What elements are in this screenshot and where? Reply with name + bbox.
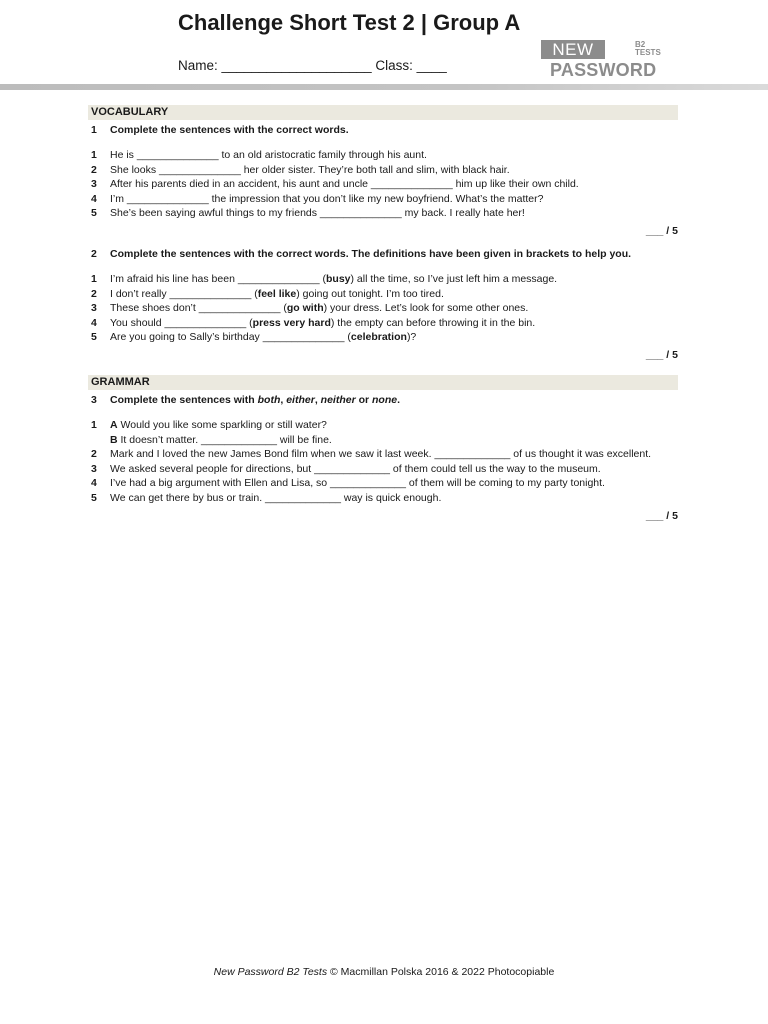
definition-hint: celebration [350, 331, 407, 344]
keyword: both [257, 394, 281, 406]
item-text: You should ______________ ( [110, 316, 253, 329]
item-text: Mark and I loved the new James Bond film when we saw it last week. _____________ of us thought it was excellent. [110, 448, 652, 461]
keyword: none [372, 394, 398, 406]
list-item [88, 476, 680, 491]
list-item [88, 491, 680, 506]
header-divider-bar [0, 84, 768, 90]
page-title: Challenge Short Test 2 | Group A [178, 10, 521, 35]
name-class-line: Name: ____________________ Class: ____ [178, 58, 447, 73]
grammar-heading: GRAMMAR [88, 375, 678, 390]
exercise-2-instruction [88, 247, 680, 261]
instruction-text: Complete the sentences with [110, 394, 258, 406]
item-text: After his parents died in an accident, his aunt and uncle ______________ him up like their own child. [110, 178, 579, 191]
list-item [88, 177, 680, 192]
definition-hint: press very hard [252, 316, 331, 329]
item-text: ) all the time, so I’ve just left him a message. [350, 273, 558, 285]
exercise-1-instruction [88, 123, 680, 137]
item-number: 4 [91, 477, 97, 490]
item-text: I’m ______________ the impression that you don’t like my new boyfriend. What’s the matter? [110, 192, 544, 205]
separator: , [314, 394, 321, 406]
list-item [88, 301, 680, 316]
list-item [88, 163, 680, 178]
copyright-text: © Macmillan Polska 2016 & 2022 Photocopiable [327, 966, 555, 978]
keyword: neither [320, 394, 356, 406]
instruction-text: Complete the sentences with the correct words. [110, 124, 349, 136]
list-item [88, 148, 680, 163]
logo-password-text: PASSWORD [550, 60, 657, 80]
exercise-2 [88, 247, 680, 362]
item-text: We asked several people for directions, but _____________ of them could tell us the way to the museum. [110, 462, 601, 475]
exercise-1 [88, 123, 680, 238]
definition-hint: go with [286, 302, 324, 315]
speaker-a-label: A [110, 419, 118, 431]
item-number: 3 [91, 302, 97, 315]
score-box: ___ / 5 [645, 509, 678, 522]
score-box: ___ / 5 [645, 224, 678, 237]
definition-hint: busy [326, 273, 351, 285]
keyword: either [286, 394, 315, 406]
exercise-number: 2 [91, 248, 97, 260]
list-item [88, 272, 680, 287]
exercise-3-instruction [88, 393, 680, 407]
item-number: 1 [91, 273, 97, 285]
list-item [88, 206, 680, 221]
footer [0, 966, 768, 978]
separator: . [397, 394, 401, 406]
item-text: He is ______________ to an old aristocratic family through his aunt. [110, 149, 427, 161]
speaker-b-label: B [110, 433, 118, 446]
item-text: )? [406, 331, 417, 344]
exercise-3 [88, 393, 680, 523]
item-number: 3 [91, 462, 97, 475]
list-item [88, 287, 680, 302]
list-item [88, 447, 680, 462]
item-text: Would you like some sparkling or still water? [117, 419, 327, 431]
logo-b2-text: B2 [635, 40, 646, 49]
exercise-number: 3 [91, 394, 97, 406]
item-text: She looks ______________ her older sister. They’re both tall and slim, with black hair. [110, 163, 510, 176]
score-box: ___ / 5 [645, 348, 678, 361]
list-item [88, 462, 680, 477]
dialogue-line-b [110, 434, 332, 446]
list-item [88, 192, 680, 207]
item-number: 4 [91, 192, 97, 205]
separator: , [280, 394, 287, 406]
item-number: 1 [91, 149, 97, 161]
vocabulary-heading: VOCABULARY [88, 105, 678, 120]
dialogue-line-a [110, 419, 327, 431]
item-number: 5 [91, 207, 97, 220]
item-text: ) the empty can before throwing it in the bin. [330, 316, 536, 329]
item-number: 5 [91, 491, 97, 504]
publication-title: New Password B2 Tests [213, 966, 328, 978]
item-text: These shoes don’t ______________ ( [110, 302, 287, 315]
definition-hint: feel like [257, 287, 297, 300]
separator: or [355, 394, 373, 406]
exercise-number: 1 [91, 124, 97, 136]
list-item [88, 316, 680, 331]
item-number: 3 [91, 178, 97, 191]
item-text: We can get there by bus or train. _____________ way is quick enough. [110, 491, 442, 504]
item-text: I’m afraid his line has been ______________ ( [110, 273, 326, 285]
logo-tests-text: TESTS [635, 48, 661, 57]
instruction-text: Complete the sentences with the correct words. The definitions have been given in brackets to help you. [110, 248, 632, 260]
item-number: 5 [91, 331, 97, 344]
item-number: 1 [91, 419, 97, 431]
item-text: I’ve had a big argument with Ellen and Lisa, so _____________ of them will be coming to my party tonight. [110, 477, 605, 490]
new-password-logo [541, 40, 667, 80]
item-number: 2 [91, 163, 97, 176]
item-number: 2 [91, 287, 97, 300]
item-text: It doesn’t matter. _____________ will be fine. [117, 433, 332, 446]
logo-new-text: NEW [541, 40, 605, 59]
item-text: ) your dress. Let’s look for some other ones. [323, 302, 529, 315]
item-text: Are you going to Sally’s birthday ______________ ( [110, 331, 351, 344]
item-number: 2 [91, 448, 97, 461]
item-text: I don’t really ______________ ( [110, 287, 258, 300]
list-item [88, 418, 680, 447]
item-text: ) going out tonight. I’m too tired. [296, 287, 444, 300]
item-text: She’s been saying awful things to my friends ______________ my back. I really hate her! [110, 207, 525, 220]
item-number: 4 [91, 316, 97, 329]
list-item [88, 330, 680, 345]
